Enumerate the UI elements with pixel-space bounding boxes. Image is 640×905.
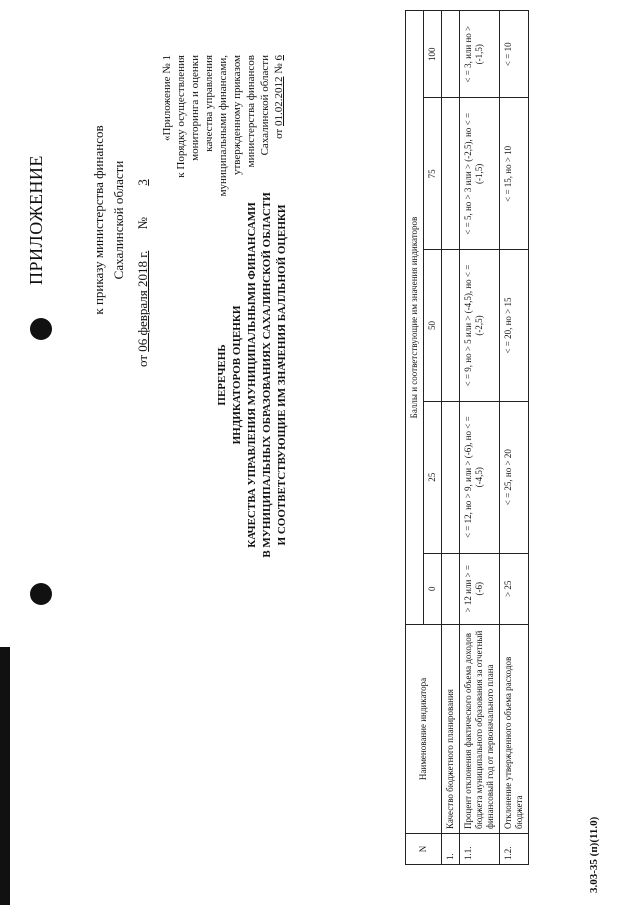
appendix-line: «Приложение № 1 xyxy=(161,55,173,142)
row-score-cell: < = 25, но > 20 xyxy=(500,401,529,553)
table-row xyxy=(460,11,500,865)
table-row xyxy=(442,11,460,865)
table-row xyxy=(500,11,529,865)
heading-line: И СООТВЕТСТВУЮЩИЕ ИМ ЗНАЧЕНИЯ БАЛЛЬНОЙ ОЦЕНКИ xyxy=(276,204,288,546)
score-header: 0 xyxy=(424,553,442,624)
row-number: 1.2. xyxy=(500,834,529,865)
scan-black-edge xyxy=(0,647,10,905)
appendix-line: утвержденному приказом xyxy=(231,55,243,176)
score-header: 25 xyxy=(424,401,442,553)
order-reference: к приказу министерства финансов xyxy=(91,125,106,315)
row-indicator: Отклонение утвержденного объема расходов бюджета xyxy=(500,625,529,834)
heading-line: В МУНИЦИПАЛЬНЫХ ОБРАЗОВАНИЯХ САХАЛИНСКОЙ ОБЛАСТИ xyxy=(261,192,273,558)
row-score-cell xyxy=(442,11,460,98)
row-indicator: Процент отклонения фактического объема доходов бюджета муниципального образования за отчетный финансовый год от первоначального плана xyxy=(460,625,500,834)
order-number: 3 xyxy=(135,179,150,186)
date-prefix: от xyxy=(135,354,150,367)
score-header: 75 xyxy=(424,98,442,250)
appendix-number: 6 xyxy=(273,55,285,61)
appendix-line: мониторинга и оценки xyxy=(189,55,201,161)
row-score-cell: < = 5, но > 3 или > (-2,5), но < = (-1,5) xyxy=(460,98,500,250)
row-score-cell: < = 9, но > 5 или > (-4,5), но < = (-2,5) xyxy=(460,250,500,402)
header-indicator-name: Наименование индикатора xyxy=(406,625,442,834)
header-score-group: Баллы и соответствующие им значения индикаторов xyxy=(406,11,424,625)
punch-hole xyxy=(30,583,52,605)
row-indicator: Качество бюджетного планирования xyxy=(442,625,460,834)
row-score-cell: < = 10 xyxy=(500,11,529,98)
row-score-cell: > 12 или > = (-6) xyxy=(460,553,500,624)
row-score-cell: < = 15, но > 10 xyxy=(500,98,529,250)
appendix-number-label: № xyxy=(273,63,285,74)
row-score-cell: > 25 xyxy=(500,553,529,624)
row-score-cell xyxy=(442,98,460,250)
row-score-cell xyxy=(442,553,460,624)
order-date: 06 февраля 2018 г. xyxy=(135,250,150,352)
indicator-table xyxy=(405,10,529,865)
heading-line: КАЧЕСТВА УПРАВЛЕНИЯ МУНИЦИПАЛЬНЫМИ ФИНАНСАМИ xyxy=(246,202,258,548)
table-header-row xyxy=(406,11,424,865)
document-heading xyxy=(215,175,290,575)
row-score-cell xyxy=(442,401,460,553)
appendix-line: Сахалинской области xyxy=(259,55,271,156)
region-name: Сахалинской области xyxy=(111,160,126,280)
row-score-cell: < = 3, или но > (-1,5) xyxy=(460,11,500,98)
score-header: 50 xyxy=(424,250,442,402)
row-score-cell: < = 12, но > 9, или > (-6), но < = (-4,5) xyxy=(460,401,500,553)
row-score-cell xyxy=(442,250,460,402)
row-score-cell: < = 20, но > 15 xyxy=(500,250,529,402)
document-code: 3.03-35 (п)(11.0) xyxy=(588,816,600,893)
appendix-date: 01.02.2012 xyxy=(273,76,285,126)
heading-line: ПЕРЕЧЕНЬ xyxy=(216,344,228,406)
header-n: N xyxy=(406,834,442,865)
appendix-date-prefix: от xyxy=(273,128,285,139)
appendix-line: к Порядку осуществления xyxy=(175,55,187,178)
appendix-line: министерства финансов xyxy=(245,55,257,168)
heading-line: ИНДИКАТОРОВ ОЦЕНКИ xyxy=(231,305,243,445)
order-date-line xyxy=(135,47,151,367)
appendix-line: качества управления xyxy=(203,55,215,152)
row-number: 1.1. xyxy=(460,834,500,865)
score-header: 100 xyxy=(424,11,442,98)
row-number: 1. xyxy=(442,834,460,865)
appendix-line: муниципальными финансами, xyxy=(217,55,229,197)
number-label: № xyxy=(135,217,150,230)
appendix-title: ПРИЛОЖЕНИЕ xyxy=(26,155,46,285)
